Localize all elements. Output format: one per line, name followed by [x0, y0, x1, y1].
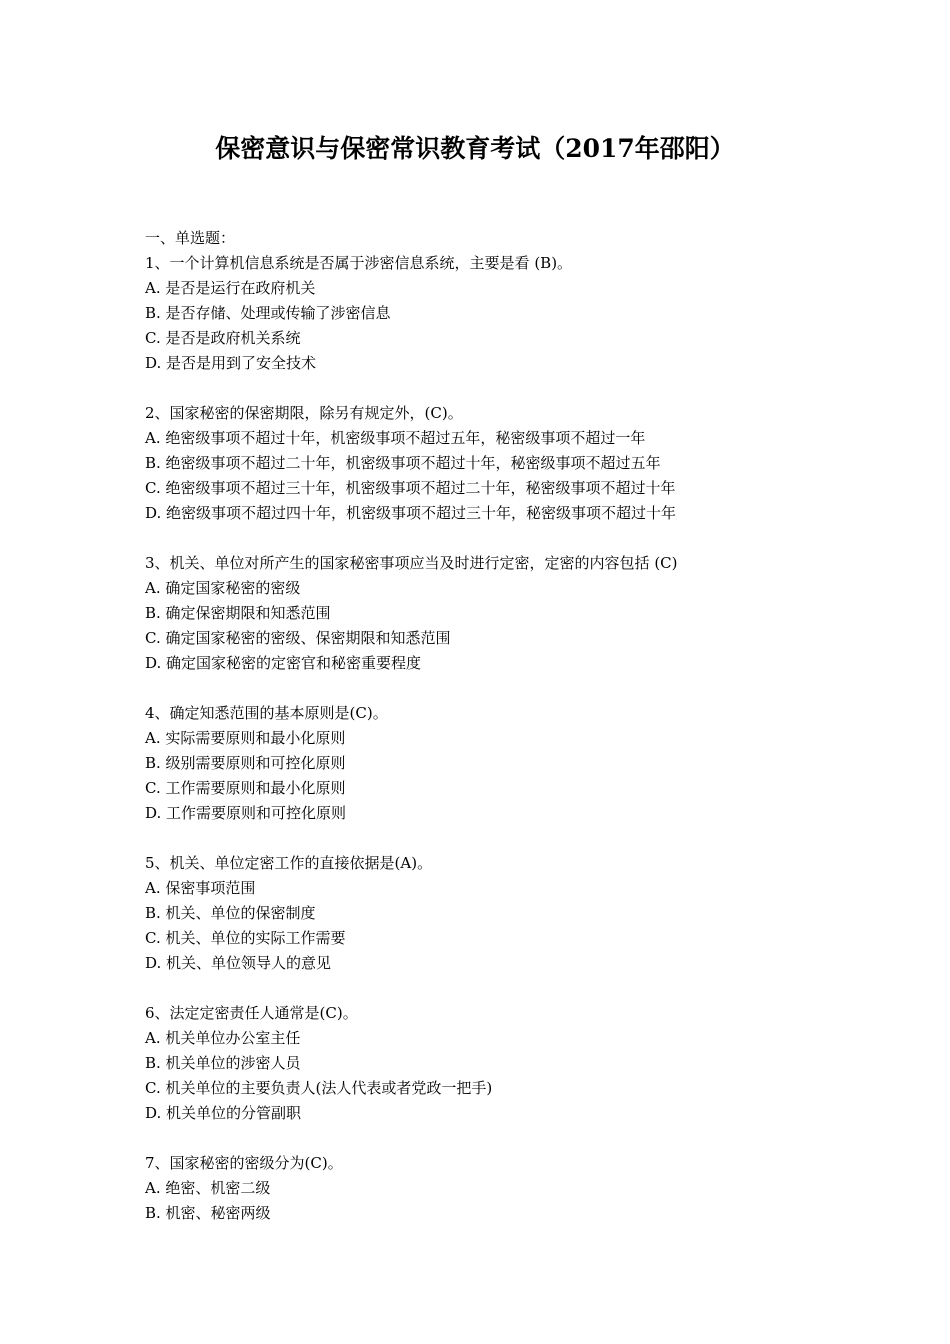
- question-1-option-a: A. 是否是运行在政府机关: [145, 279, 316, 297]
- question-1-option-d: D. 是否是用到了安全技术: [145, 354, 317, 372]
- paragraph-gap: [145, 376, 845, 401]
- question-3-option-c: C. 确定国家秘密的密级、保密期限和知悉范围: [145, 629, 451, 647]
- question-6-option-d: D. 机关单位的分管副职: [145, 1104, 302, 1122]
- question-4-option-c: C. 工作需要原则和最小化原则: [145, 779, 346, 797]
- question-6-stem: 6、法定定密责任人通常是(C)。: [145, 1004, 358, 1022]
- paragraph-gap: [145, 826, 845, 851]
- paragraph-gap: [145, 976, 845, 1001]
- question-4-stem: 4、确定知悉范围的基本原则是(C)。: [145, 704, 388, 722]
- question-2-option-b: B. 绝密级事项不超过二十年，机密级事项不超过十年，秘密级事项不超过五年: [145, 454, 661, 472]
- question-5-stem: 5、机关、单位定密工作的直接依据是(A)。: [145, 854, 433, 872]
- paragraph-gap: [145, 676, 845, 701]
- question-3-option-a: A. 确定国家秘密的密级: [145, 579, 301, 597]
- question-7-option-a: A. 绝密、机密二级: [145, 1179, 271, 1197]
- paragraph-gap: [145, 526, 845, 551]
- paragraph-gap: [145, 1126, 845, 1151]
- question-5-option-b: B. 机关、单位的保密制度: [145, 904, 316, 922]
- question-7-stem: 7、国家秘密的密级分为(C)。: [145, 1154, 343, 1172]
- question-2-option-c: C. 绝密级事项不超过三十年，机密级事项不超过二十年，秘密级事项不超过十年: [145, 479, 676, 497]
- question-7-option-b: B. 机密、秘密两级: [145, 1204, 271, 1222]
- question-6-option-a: A. 机关单位办公室主任: [145, 1029, 301, 1047]
- question-4-option-b: B. 级别需要原则和可控化原则: [145, 754, 346, 772]
- question-2-option-d: D. 绝密级事项不超过四十年，机密级事项不超过三十年，秘密级事项不超过十年: [145, 504, 677, 522]
- question-1-option-c: C. 是否是政府机关系统: [145, 329, 301, 347]
- question-4-option-a: A. 实际需要原则和最小化原则: [145, 729, 346, 747]
- question-1-option-b: B. 是否存储、处理或传输了涉密信息: [145, 304, 391, 322]
- question-6-option-b: B. 机关单位的涉密人员: [145, 1054, 301, 1072]
- question-2-option-a: A. 绝密级事项不超过十年，机密级事项不超过五年，秘密级事项不超过一年: [145, 429, 646, 447]
- question-2-stem: 2、国家秘密的保密期限，除另有规定外，(C)。: [145, 404, 463, 422]
- question-3-option-d: D. 确定国家秘密的定密官和秘密重要程度: [145, 654, 422, 672]
- question-1-stem: 1、一个计算机信息系统是否属于涉密信息系统，主要是看 (B)。: [145, 254, 573, 272]
- document-body: [145, 226, 845, 1226]
- document-title: 保密意识与保密常识教育考试（2017年邵阳）: [215, 134, 735, 163]
- question-5-option-c: C. 机关、单位的实际工作需要: [145, 929, 346, 947]
- question-3-stem: 3、机关、单位对所产生的国家秘密事项应当及时进行定密，定密的内容包括 (C): [145, 554, 678, 572]
- question-3-option-b: B. 确定保密期限和知悉范围: [145, 604, 331, 622]
- question-4-option-d: D. 工作需要原则和可控化原则: [145, 804, 347, 822]
- question-5-option-a: A. 保密事项范围: [145, 879, 256, 897]
- question-5-option-d: D. 机关、单位领导人的意见: [145, 954, 332, 972]
- section-heading: 一、单选题：: [145, 229, 236, 247]
- question-6-option-c: C. 机关单位的主要负责人(法人代表或者党政一把手): [145, 1079, 493, 1097]
